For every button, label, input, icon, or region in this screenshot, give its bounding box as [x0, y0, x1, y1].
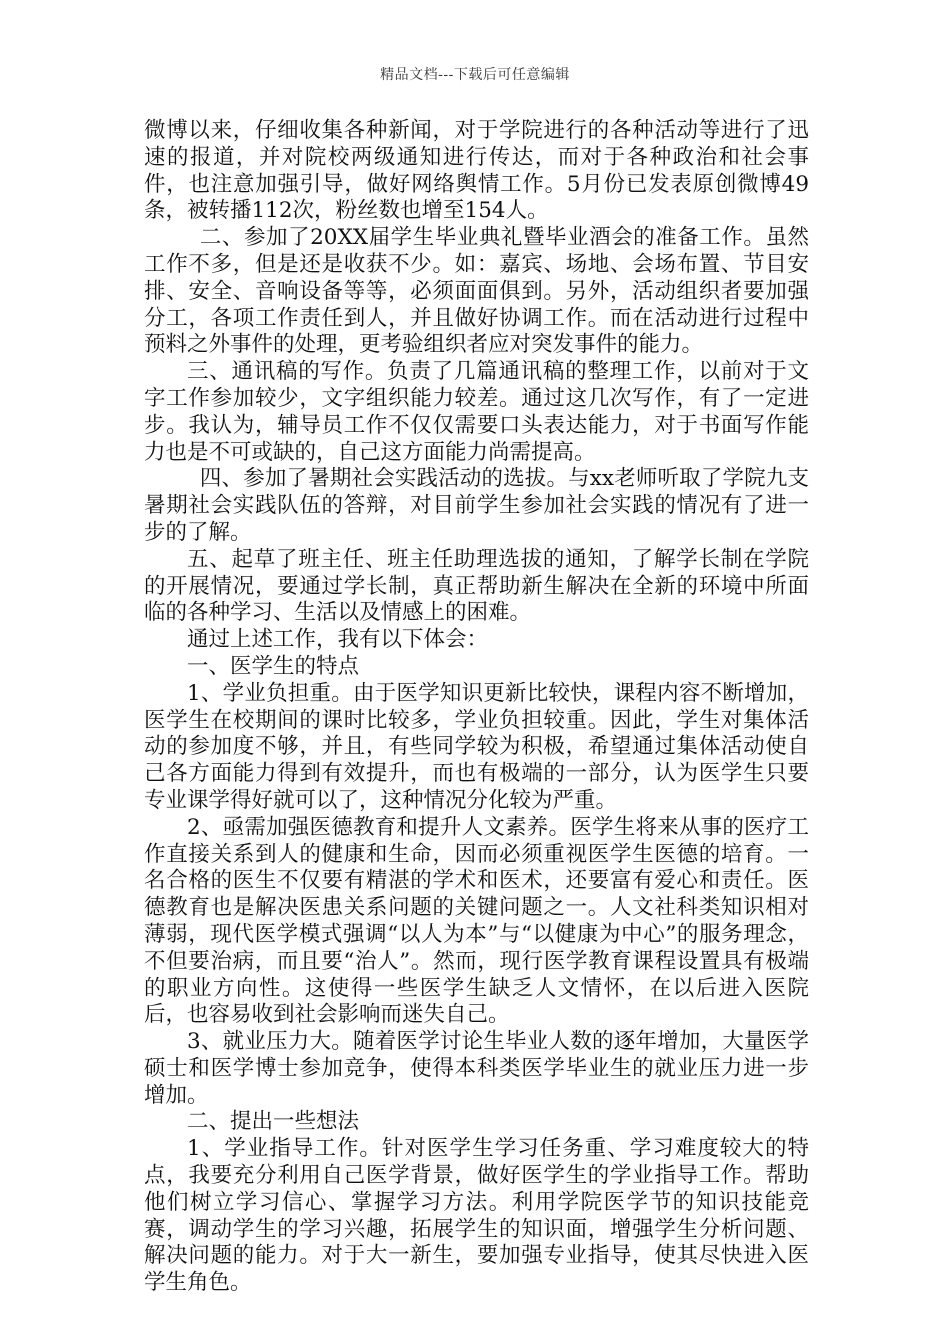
paragraph-medical-ethics: 2、亟需加强医德教育和提升人文素养。医学生将来从事的医疗工作直接关系到人的健康和生命，因而必须重视医学生医德的培育。一名合格的医生不仅要有精湛的学术和医术，还要富有爱心和责任。医德教育也是解决医患关系问题的关键问题之一。人文社科类知识相对薄弱，现代医学模式强调“以人为本”与“以健康为中心”的服务理念，不但要治病，而且要“治人”。然而，现行医学教育课程设置具有极端的职业方向性。这使得一些医学生缺乏人文情怀，在以后进入医院后，也容易收到社会影响而迷失自己。 [144, 814, 809, 1028]
paragraph-employment-pressure: 3、就业压力大。随着医学讨论生毕业人数的逐年增加，大量医学硕士和医学博士参加竞争，使得本科类医学毕业生的就业压力进一步增加。 [144, 1029, 809, 1108]
paragraph-weibo-continued: 微博以来，仔细收集各种新闻，对于学院进行的各种活动等进行了迅速的报道，并对院校两级通知进行传达，而对于各种政治和社会事件，也注意加强引导，做好网络舆情工作。5月份已发表原创微博49条，被转播112次，粉丝数也增至154人。 [144, 118, 809, 224]
page-header: 精品文档---下载后可任意编辑 [380, 67, 570, 83]
paragraph-head-teacher-notice: 五、起草了班主任、班主任助理选拔的通知，了解学长制在学院的开展情况，要通过学长制，真正帮助新生解决在全新的环境中所面临的各种学习、生活以及情感上的困难。 [144, 546, 809, 626]
heading-student-characteristics: 一、医学生的特点 [187, 653, 360, 679]
paragraph-academic-burden: 1、学业负担重。由于医学知识更新比较快，课程内容不断增加，医学生在校期间的课时比较多，学业负担较重。因此，学生对集体活动的参加度不够，并且，有些同学较为积极，希望通过集体活动使自己各方面能力得到有效提升，而也有极端的一部分，认为医学生只要专业课学得好就可以了，这种情况分化较为严重。 [144, 680, 809, 813]
paragraph-news-writing: 三、通讯稿的写作。负责了几篇通讯稿的整理工作，以前对于文字工作参加较少，文字组织能力较差。通过这几次写作，有了一定进步。我认为，辅导员工作不仅仅需要口头表达能力，对于书面写作能力也是不可或缺的，自己这方面能力尚需提高。 [144, 359, 809, 465]
paragraph-graduation-ceremony: 二、参加了20XX届学生毕业典礼暨毕业酒会的准备工作。虽然工作不多，但是还是收获不少。如：嘉宾、场地、会场布置、节目安排、安全、音响设备等等，必须面面俱到。另外，活动组织者要加强分工，各项工作责任到人，并且做好协调工作。而在活动进行过程中预料之外事件的处理，更考验组织者应对突发事件的能力。 [144, 225, 809, 358]
paragraph-social-practice: 四、参加了暑期社会实践活动的选拔。与xx老师听取了学院九支暑期社会实践队伍的答辩，对目前学生参加社会实践的情况有了进一步的了解。 [144, 466, 809, 545]
document-body [144, 118, 809, 1297]
paragraph-academic-guidance: 1、学业指导工作。针对医学生学习任务重、学习难度较大的特点，我要充分利用自己医学背景，做好医学生的学业指导工作。帮助他们树立学习信心、掌握学习方法。利用学院医学节的知识技能竞赛，调动学生的学习兴趣，拓展学生的知识面，增强学生分析问题、解决问题的能力。对于大一新生，要加强专业指导，使其尽快进入医学生角色。 [144, 1136, 809, 1296]
paragraph-reflections-intro: 通过上述工作，我有以下体会： [187, 627, 489, 653]
heading-ideas: 二、提出一些想法 [187, 1109, 360, 1135]
